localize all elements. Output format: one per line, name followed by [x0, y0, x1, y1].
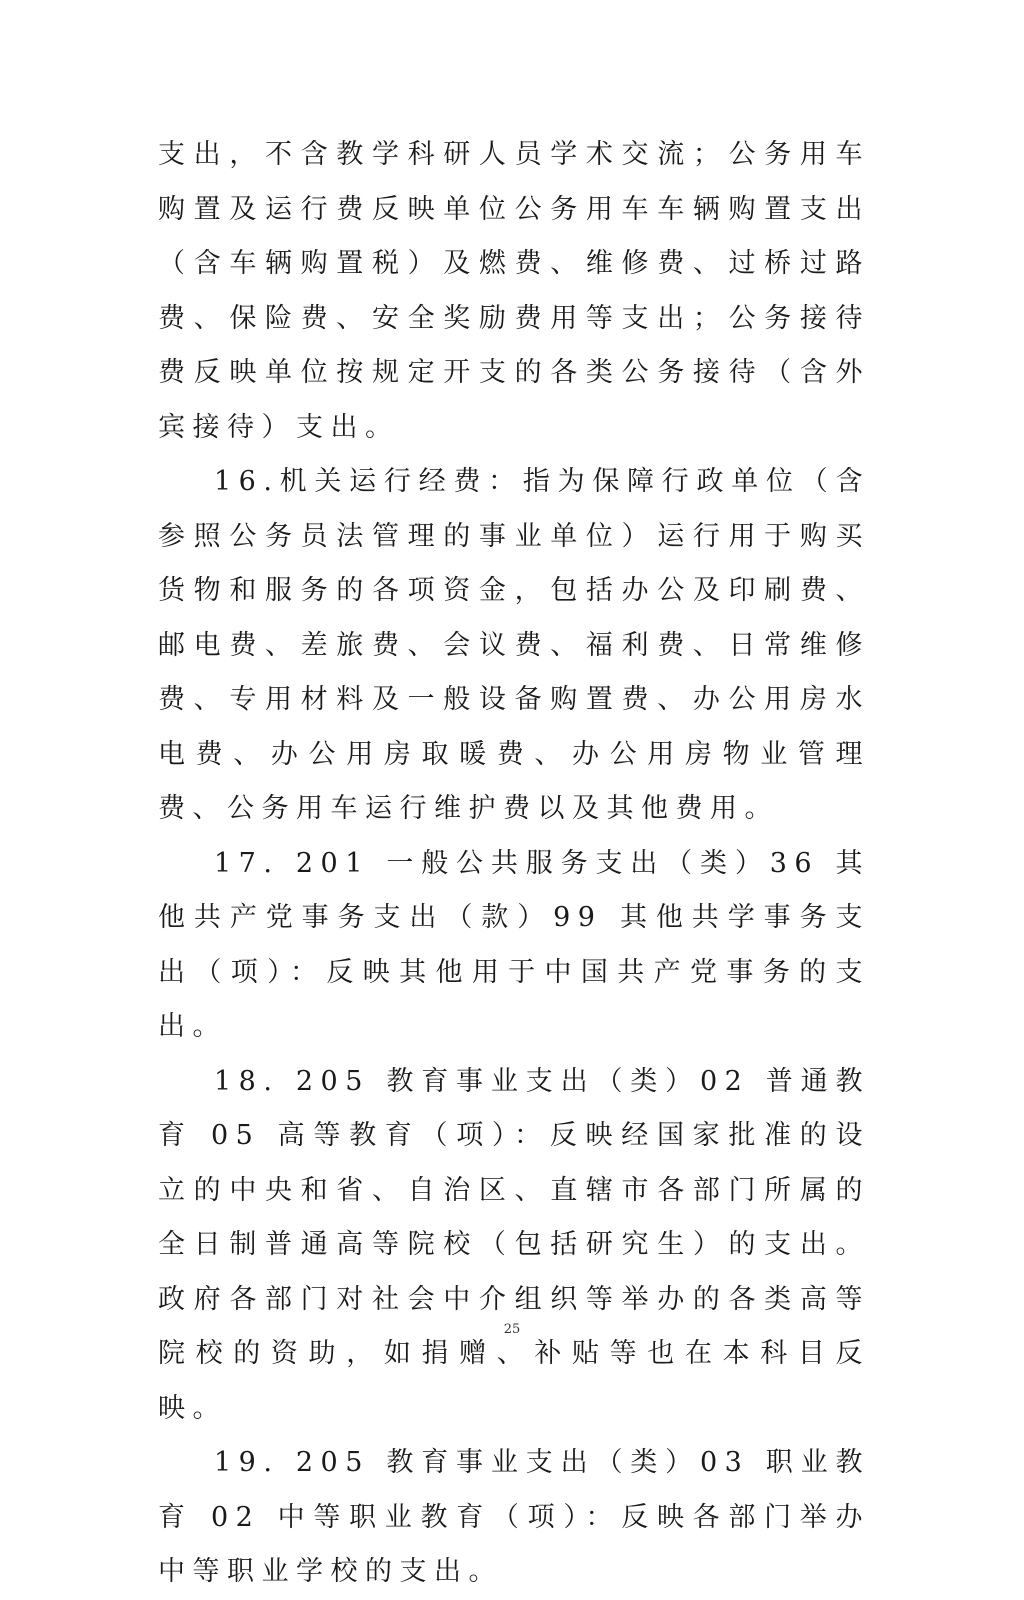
paragraph-item-17: 17. 201 一般公共服务支出（类）36 其他共产党事务支出（款）99 其他共学事务支出（项）：反映其他用于中国共产党事务的支出。 [158, 847, 870, 1042]
body-text [158, 128, 870, 1600]
paragraph-item-19: 19. 205 教育事业支出（类）03 职业教育 02 中等职业教育（项）：反映各部门举办中等职业学校的支出。 [158, 1447, 870, 1587]
paragraph-continuation: 支出，不含教学科研人员学术交流；公务用车购置及运行费反映单位公务用车车辆购置支出（含车辆购置税）及燃费、维修费、过桥过路费、保险费、安全奖励费用等支出；公务接待费反映单位按规定开支的各类公务接待（含外宾接待）支出。 [158, 139, 870, 443]
paragraph-item-16: 16.机关运行经费：指为保障行政单位（含参照公务员法管理的事业单位）运行用于购买货物和服务的各项资金，包括办公及印刷费、邮电费、差旅费、会议费、福利费、日常维修费、专用材料及一般设备购置费、办公用房水电费、办公用房取暖费、办公用房物业管理费、公务用车运行维护费以及其他费用。 [158, 466, 870, 824]
paragraph-item-18: 18. 205 教育事业支出（类）02 普通教育 05 高等教育（项）：反映经国家批准的设立的中央和省、自治区、直辖市各部门所属的全日制普通高等院校（包括研究生）的支出。政府各部门对社会中介组织等举办的各类高等院校的资助，如捐赠、补贴等也在本科目反映。 [158, 1065, 870, 1424]
page-number: 25 [503, 1322, 521, 1337]
